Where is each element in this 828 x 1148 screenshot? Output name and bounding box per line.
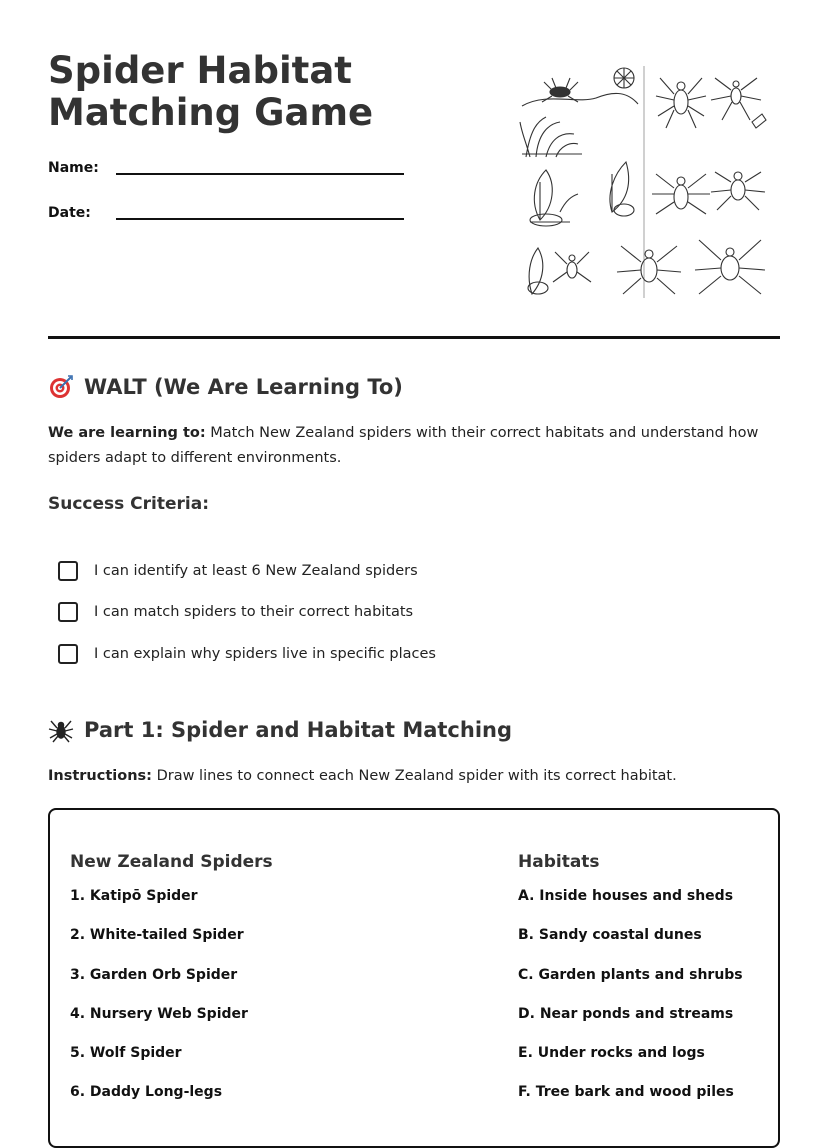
habitat-item[interactable]: F. Tree bark and wood piles <box>518 1084 734 1101</box>
name-label: Name: <box>48 160 99 176</box>
habitats-heading: Habitats <box>518 852 600 872</box>
part1-heading <box>48 717 512 743</box>
criteria-checkbox[interactable] <box>58 602 78 622</box>
name-field[interactable] <box>48 160 99 176</box>
part1-heading-text: Part 1: Spider and Habitat Matching <box>84 718 513 742</box>
walt-lead: We are learning to: <box>48 425 206 441</box>
date-field[interactable] <box>48 205 91 221</box>
target-icon <box>48 374 74 400</box>
habitats-column <box>518 852 743 1122</box>
instructions-lead: Instructions: <box>48 768 152 784</box>
spider-item[interactable]: 3. Garden Orb Spider <box>70 966 238 983</box>
criteria-item[interactable] <box>58 561 418 581</box>
criteria-checkbox[interactable] <box>58 644 78 664</box>
criteria-label: I can explain why spiders live in specific places <box>94 646 436 662</box>
instructions <box>48 764 780 789</box>
criteria-label: I can identify at least 6 New Zealand spiders <box>94 563 418 579</box>
habitat-item[interactable]: C. Garden plants and shrubs <box>518 966 743 983</box>
walt-paragraph <box>48 421 780 471</box>
date-line[interactable] <box>116 218 404 220</box>
title-line-1: Spider Habitat <box>48 49 352 92</box>
spider-item[interactable]: 1. Katipō Spider <box>70 888 198 904</box>
success-criteria-heading: Success Criteria: <box>48 494 210 514</box>
spiders-column <box>70 852 273 1122</box>
criteria-label: I can match spiders to their correct habitats <box>94 604 414 620</box>
walt-heading <box>48 374 403 400</box>
spiders-heading: New Zealand Spiders <box>70 852 273 872</box>
habitat-item[interactable]: A. Inside houses and sheds <box>518 888 734 904</box>
page-title <box>48 50 468 134</box>
spider-item[interactable]: 4. Nursery Web Spider <box>70 1005 248 1022</box>
spider-item[interactable]: 2. White-tailed Spider <box>70 927 244 944</box>
spider-habitat-illustration <box>516 62 772 302</box>
spider-item[interactable]: 6. Daddy Long-legs <box>70 1084 223 1101</box>
matching-box <box>48 808 780 1148</box>
criteria-item[interactable] <box>58 602 413 622</box>
habitat-item[interactable]: B. Sandy coastal dunes <box>518 927 702 944</box>
habitat-item[interactable]: D. Near ponds and streams <box>518 1005 734 1022</box>
name-line[interactable] <box>116 173 404 175</box>
instructions-text: Draw lines to connect each New Zealand spider with its correct habitat. <box>151 768 677 784</box>
walt-heading-text: WALT (We Are Learning To) <box>84 375 403 399</box>
walt-text: Match New Zealand spiders with their correct habitats and understand how spiders adapt to different environments. <box>48 425 759 466</box>
spider-icon <box>48 717 74 743</box>
habitat-item[interactable]: E. Under rocks and logs <box>518 1045 705 1062</box>
spider-item[interactable]: 5. Wolf Spider <box>70 1045 182 1062</box>
title-line-2: Matching Game <box>48 91 374 134</box>
date-label: Date: <box>48 205 91 221</box>
criteria-checkbox[interactable] <box>58 561 78 581</box>
header-divider <box>48 336 780 339</box>
criteria-item[interactable] <box>58 644 436 664</box>
